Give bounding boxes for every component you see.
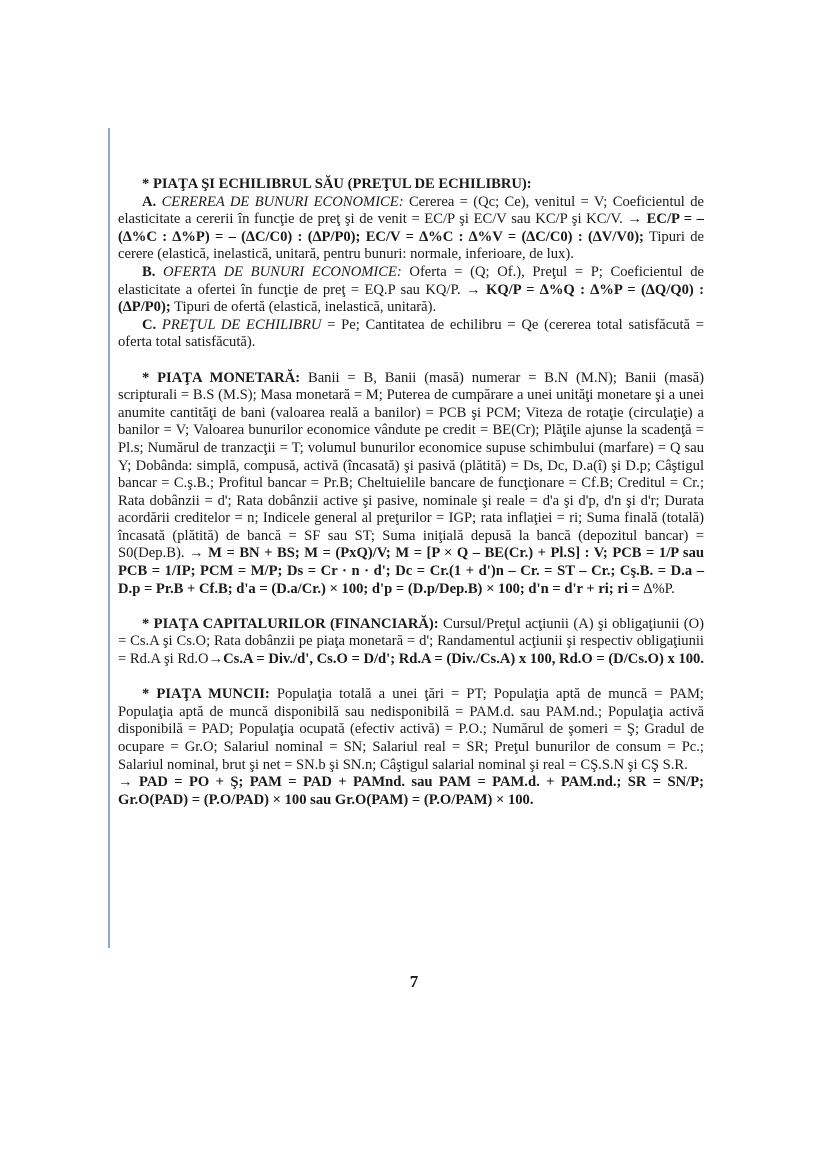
- paragraph-piata-monetara: * PIAŢA MONETARĂ: Banii = B, Banii (masă) numerar = B.N (M.N); Banii (masă) scripturali = B.S (M.S); Masa monetară = M; Puterea de cumpărare a unei unităţi monetare şi a unei anumite cantităţi de bani (valoarea reală a banilor) = PCB şi PCM; Viteza de rotaţie (circulaţie) a banilor = V; Valoarea bunurilor economice vândute pe credit = BE(Cr); Plăţile ajunse la scadenţă = Pl.s; Numărul de tranzacţii = T; volumul bunurilor economice supuse schimbului (marfare) = Q sau Y; Dobânda: simplă, compusă, activă (încasată) şi pasivă (plătită) = Ds, Dc, D.a(î) şi D.p; Câştigul bancar = C.ş.B.; Profitul bancar = Pr.B; Cheltuielile bancare de funcţionare = Cf.B; Creditul = Cr.; Rata dobânzii = d'; Rata dobânzii active şi pasive, nominale şi reale = d'a şi d'p, d'n şi d'r; Durata acordării creditelor = n; Indicele general al preţurilor = IGP; rata inflaţiei = ri; Suma finală (totală) încasată (plătită) de bancă = SF sau ST; Suma iniţială depusă la bancă (depozitul bancar) = S0(Dep.B). → M = BN + BS; M = (PxQ)/V; M = [P × Q – BE(Cr.) + Pl.S] : V; PCB = 1/P sau PCB = 1/IP; PCM = M/P; Ds = Cr · n · d'; Dc = Cr.(1 + d')n – Cr. = ST – Cr.; Cş.B. = D.a – D.p = Pr.B + Cf.B; d'a = (D.a/Cr.) × 100; d'p = (D.p/Dep.B) × 100; d'n = d'r + ri; ri = ∆%P.: [118, 369, 704, 597]
- page-content: [118, 176, 704, 809]
- section-heading-piata-capitalurilor: * PIAŢA CAPITALURILOR (FINANCIARĂ):: [142, 615, 439, 632]
- page-number: 7: [409, 972, 419, 991]
- paragraph-cererea: A. CEREREA DE BUNURI ECONOMICE: Cererea = (Qc; Ce), venitul = V; Coeficientul de elasticitate a cererii în funcţie de preţ şi de venit = EC/P şi EC/V sau KC/P şi KC/V. → EC/P = – (∆%C : ∆%P) = – (∆C/C0) : (∆P/P0); EC/V = ∆%C : ∆%V = (∆C/C0) : (∆V/V0); Tipuri de cerere (elastică, inelastică, unitară, pentru bunuri: normale, inferioare, de lux).: [118, 193, 705, 263]
- margin-rule: [108, 128, 110, 948]
- paragraph-pretul-echilibru: C. PREŢUL DE ECHILIBRU = Pe; Cantitatea de echilibru = Qe (cererea total satisfăcută = oferta total satisfăcută).: [118, 316, 704, 351]
- paragraph-oferta: B. OFERTA DE BUNURI ECONOMICE: Oferta = (Q; Of.), Preţul = P; Coeficientul de elasticitate a ofertei în funcţie de preţ = EQ.P sau KQ/P. → KQ/P = ∆%Q : ∆%P = (∆Q/Q0) : (∆P/P0); Tipuri de ofertă (elastică, inelastică, unitară).: [118, 263, 705, 316]
- section-heading-piata-muncii: * PIAŢA MUNCII:: [142, 686, 270, 703]
- paragraph-piata-capitalurilor: * PIAŢA CAPITALURILOR (FINANCIARĂ): Cursul/Preţul acţiunii (A) şi obligaţiunii (O) = Cs.A şi Cs.O; Rata dobânzii pe piaţa monetară = d'; Randamentul acţiunii şi respectiv obligaţiunii = Rd.A şi Rd.O→Cs.A = Div./d', Cs.O = D/d'; Rd.A = (Div./Cs.A) x 100, Rd.O = (D/Cs.O) x 100.: [118, 615, 704, 668]
- paragraph-piata-muncii: * PIAŢA MUNCII: Populaţia totală a unei ţări = PT; Populaţia aptă de muncă = PAM; Populaţia aptă de muncă disponibilă sau nedisponibilă = PAM.d. sau PAM.nd.; Populaţia activă disponibilă = PAD; Populaţia ocupată (efectiv activă) = P.O.; Numărul de şomeri = Ş; Gradul de ocupare = Gr.O; Salariul nominal = SN; Salariul real = SR; Preţul bunurilor de consum = Pc.; Salariul nominal, brut şi net = SN.b şi SN.n; Câştigul salarial nominal şi real = CŞ.S.N şi CŞ S.R.: [118, 686, 704, 773]
- paragraph-piata-muncii-formulas: → PAD = PO + Ş; PAM = PAD + PAMnd. sau PAM = PAM.d. + PAM.nd.; SR = SN/P; Gr.O(PAD) = (P.O/PAD) × 100 sau Gr.O(PAM) = (P.O/PAM) × 100.: [118, 774, 704, 808]
- section-heading-piata-monetara: * PIAŢA MONETARĂ:: [142, 369, 301, 386]
- section-heading-piata-echilibru: * PIAŢA ŞI ECHILIBRUL SĂU (PREŢUL DE ECHILIBRU):: [142, 176, 532, 192]
